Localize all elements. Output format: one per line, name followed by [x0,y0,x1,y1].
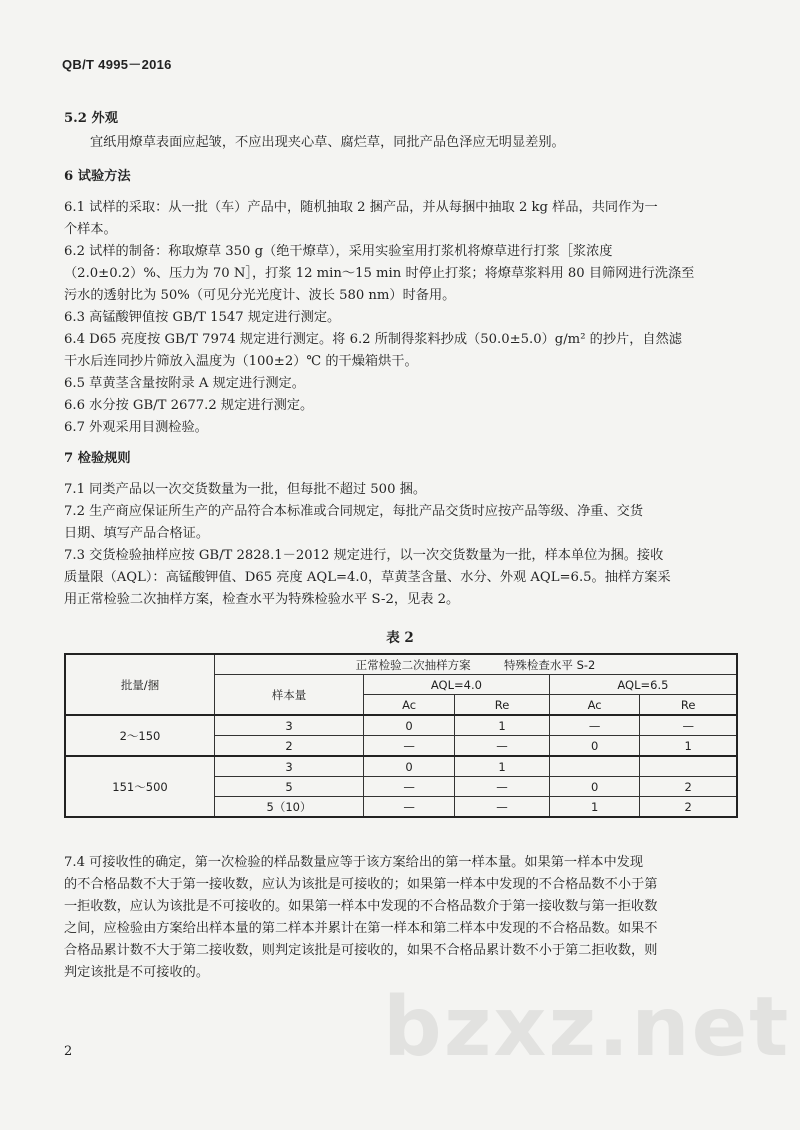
cell-ac65: 1 [549,797,640,818]
cell-re65: 1 [640,736,737,757]
cell-re4: — [455,777,550,797]
section-6-4-line2: 干水后连同抄片筛放入温度为（100±2）℃ 的干燥箱烘干。 [64,354,418,369]
cell-re65: — [640,715,737,736]
header-re-4: Re [455,695,550,716]
cell-re65 [640,756,737,777]
section-5-2-body: 宜纸用燎草表面应起皱，不应出现夹心草、腐烂草，同批产品色泽应无明显差别。 [90,135,565,150]
section-7-2-line2: 日期、填写产品合格证。 [64,526,210,541]
header-plan [215,654,738,675]
section-6-1-line1: 6.1 试样的采取：从一批（车）产品中，随机抽取 2 捆产品，并从每捆中抽取 2 kg 样品，共同作为一 [64,200,658,215]
section-7-3-line1: 7.3 交货检验抽样应按 GB/T 2828.1－2012 规定进行，以一次交货数量为一批，样本单位为捆。接收 [64,548,664,563]
section-6-2-line2: （2.0±0.2）%、压力为 70 N］，打浆 12 min～15 min 时停止打浆；将燎草浆料用 80 目筛网进行洗涤至 [64,266,695,281]
section-7-title: 7 检验规则 [64,451,131,466]
section-6-6: 6.6 水分按 GB/T 2677.2 规定进行测定。 [64,398,314,413]
cell-ac4: — [364,797,455,818]
section-7-3-line3: 用正常检验二次抽样方案，检查水平为特殊检验水平 S-2，见表 2。 [64,592,460,607]
cell-re4: — [455,736,550,757]
table-2-title: 表 2 [386,630,414,646]
section-7-4-line1: 7.4 可接收性的确定，第一次检验的样品数量应等于该方案给出的第一样本量。如果第一样本中发现 [64,855,644,870]
header-sample-size: 样本量 [215,675,364,716]
cell-ac4: 0 [364,715,455,736]
watermark: bzxz.net [383,980,791,1075]
cell-re4: 1 [455,715,550,736]
section-6-title: 6 试验方法 [64,169,131,184]
cell-sample: 3 [215,756,364,777]
section-6-5: 6.5 草黄茎含量按附录 A 规定进行测定。 [64,376,305,391]
section-6-1-line2: 个样本。 [64,222,117,237]
standard-code: QB/T 4995－2016 [62,57,172,72]
section-5-2-title: 5.2 外观 [64,111,118,126]
section-7-3-line2: 质量限（AQL）：高锰酸钾值、D65 亮度 AQL=4.0，草黄茎含量、水分、外观 AQL=6.5。抽样方案采 [64,570,671,585]
section-7-4-line5: 合格品累计数不大于第二接收数，则判定该批是可接收的，如果不合格品累计数不小于第二拒收数，则 [64,943,658,958]
section-7-4-line4: 之间，应检验由方案给出样本量的第二样本并累计在第一样本和第二样本中发现的不合格品数。如果不 [64,921,658,936]
section-6-2-line3: 污水的透射比为 50%（可见分光光度计、波长 580 nm）时备用。 [64,288,456,303]
section-6-2-line1: 6.2 试样的制备：称取燎草 350 g（绝干燎草），采用实验室用打浆机将燎草进行打浆［浆浓度 [64,244,613,259]
cell-re4: 1 [455,756,550,777]
cell-ac65: — [549,715,640,736]
cell-re65: 2 [640,797,737,818]
batch-range-2: 151～500 [65,756,215,817]
cell-ac4: 0 [364,756,455,777]
header-batch-size: 批量/捆 [65,654,215,715]
section-6-3: 6.3 高锰酸钾值按 GB/T 1547 规定进行测定。 [64,310,341,325]
section-6-7: 6.7 外观采用目测检验。 [64,420,208,435]
header-aql-6-5: AQL=6.5 [549,675,737,695]
section-7-2-line1: 7.2 生产商应保证所生产的产品符合本标准或合同规定，每批产品交货时应按产品等级、净重、交货 [64,504,644,519]
header-ac-6-5: Ac [549,695,640,716]
section-7-1: 7.1 同类产品以一次交货数量为一批，但每批不超过 500 捆。 [64,482,427,497]
section-7-4-line3: 一拒收数，应认为该批是不可接收的。如果第一样本中发现的不合格品数介于第一接收数与第一拒收数 [64,899,658,914]
cell-sample: 3 [215,715,364,736]
cell-sample: 5 [215,777,364,797]
cell-ac65: 0 [549,736,640,757]
cell-ac65 [549,756,640,777]
section-7-4-line2: 的不合格品数不大于第一接收数，应认为该批是可接收的；如果第一样本中发现的不合格品数不小于第 [64,877,658,892]
header-inspection-level: 特殊检查水平 S-2 [503,657,596,672]
cell-ac4: — [364,736,455,757]
sampling-plan-table [64,653,738,818]
cell-sample: 5（10） [215,797,364,818]
section-6-4-line1: 6.4 D65 亮度按 GB/T 7974 规定进行测定。将 6.2 所制得浆料抄成（50.0±5.0）g/m² 的抄片，自然滤 [64,332,682,347]
cell-ac4: — [364,777,455,797]
batch-range-1: 2～150 [65,715,215,756]
table-row [65,715,737,736]
cell-ac65: 0 [549,777,640,797]
header-re-6-5: Re [640,695,737,716]
header-ac-4: Ac [364,695,455,716]
section-7-4-line6: 判定该批是不可接收的。 [64,965,210,980]
table-row [65,756,737,777]
cell-re4: — [455,797,550,818]
page-number: 2 [64,1044,73,1059]
cell-re65: 2 [640,777,737,797]
header-aql-4: AQL=4.0 [364,675,550,695]
header-plan-name: 正常检验二次抽样方案 [355,657,471,672]
cell-sample: 2 [215,736,364,757]
